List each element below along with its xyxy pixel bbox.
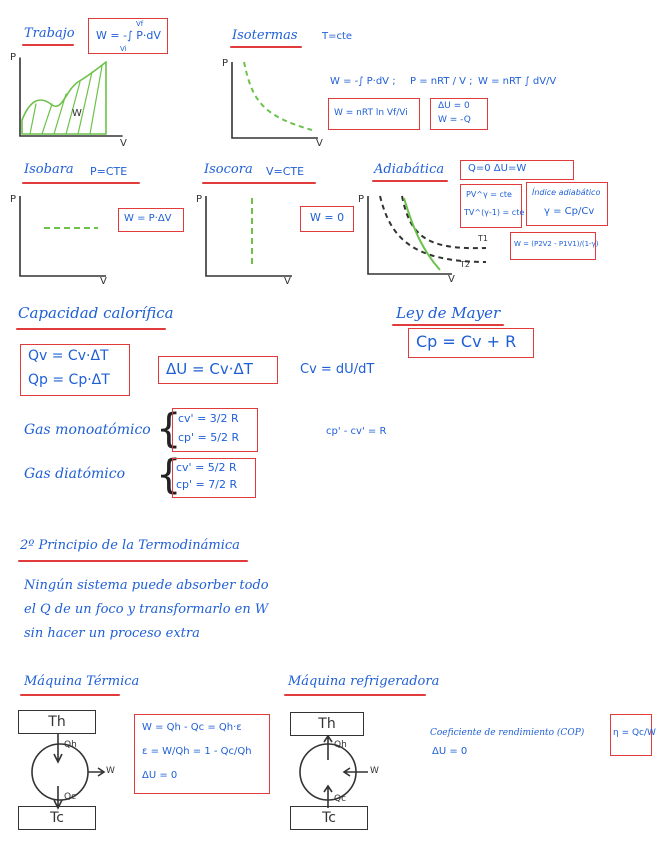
isocora-p-label: P (196, 194, 203, 205)
mayer-box-text: Cp = Cv + R (416, 332, 517, 351)
segundo-line3: sin hacer un proceso extra (24, 626, 200, 641)
frigo-th-box: Th (290, 712, 364, 736)
capacidad-heading: Capacidad calorífica (18, 304, 174, 322)
adiabatica-p-label: P (358, 194, 365, 205)
adiabatica-box2b: TV^(γ-1) = cte (464, 208, 525, 217)
maquina-eq1: W = Qh - Qc = Qh·ε (142, 722, 242, 733)
capacidad-cv: Cv = dU/dT (300, 362, 375, 377)
adiabatica-t2-label: T2 (460, 260, 470, 269)
capacidad-qv: Qv = Cv·ΔT (28, 348, 109, 364)
capacidad-mono-cv: cv' = 3/2 R (178, 412, 239, 425)
isobara-v-label: V (100, 276, 107, 287)
maquina-qc: Qc (64, 792, 77, 802)
trabajo-area-label: W (72, 108, 82, 119)
segundo-line1: Ningún sistema puede absorber todo (24, 578, 269, 593)
capacidad-di-cv: cv' = 5/2 R (176, 461, 237, 474)
isotermas-heading: Isotermas (232, 28, 298, 43)
capacidad-qp: Qp = Cp·ΔT (28, 372, 110, 388)
maquina-w: W (106, 766, 115, 776)
adiabatica-t1-label: T1 (478, 234, 488, 243)
isocora-v-label: V (284, 276, 291, 287)
adiabatica-box1-text: Q=0 ΔU=W (468, 163, 527, 174)
isotermas-eq2: P = nRT / V ; (410, 76, 473, 87)
capacidad-du: ΔU = Cv·ΔT (166, 360, 253, 378)
trabajo-v-label: V (120, 138, 127, 149)
maquina-tc-box: Tc (18, 806, 96, 830)
maquina-qh: Qh (64, 740, 77, 750)
isobara-p-label: P (10, 194, 17, 205)
adiabatica-box3a: Índice adiabático (532, 188, 601, 197)
frigo-heading: Máquina refrigeradora (288, 674, 440, 689)
trabajo-heading: Trabajo (24, 26, 75, 41)
frigo-w: W (370, 766, 379, 776)
isotermas-eq1: W = -∫ P·dV ; (330, 76, 396, 87)
isocora-heading: Isocora (204, 162, 253, 177)
capacidad-mono-cp: cp' = 5/2 R (178, 431, 240, 444)
maquina-heading: Máquina Térmica (24, 674, 140, 689)
capacidad-mono: Gas monoatómico (24, 422, 151, 438)
capacidad-mono-brace: { (156, 406, 182, 452)
isotermas-box2a: ΔU = 0 (438, 101, 470, 111)
isocora-box-text: W = 0 (310, 211, 345, 224)
frigo-eta: η = Qc/W (613, 728, 656, 738)
isobara-box-text: W = P·ΔV (124, 213, 172, 224)
isotermas-box1-text: W = nRT ln Vf/Vi (334, 108, 408, 118)
isotermas-v-label: V (316, 138, 323, 149)
adiabatica-box3b: γ = Cp/Cv (544, 206, 595, 217)
trabajo-lim-bot: Vi (120, 45, 127, 53)
capacidad-di: Gas diatómico (24, 466, 126, 482)
frigo-coef: Coeficiente de rendimiento (COP) (430, 728, 585, 738)
isotermas-cond: T=cte (322, 31, 353, 42)
adiabatica-box2a: PV^γ = cte (466, 190, 512, 199)
capacidad-rel: cp' - cv' = R (326, 426, 387, 437)
capacidad-di-brace: { (156, 452, 182, 498)
frigo-qc: Qc (334, 794, 347, 804)
trabajo-lim-top: Vf (136, 20, 144, 28)
isobara-heading: Isobara (24, 162, 74, 177)
maquina-eq3: ΔU = 0 (142, 770, 178, 781)
isotermas-eq3: W = nRT ∫ dV/V (478, 76, 557, 87)
segundo-heading: 2º Principio de la Termodinámica (20, 538, 240, 553)
isobara-cond: P=CTE (90, 165, 128, 178)
segundo-line2: el Q de un foco y transformarlo en W (24, 602, 269, 617)
maquina-eq2: ε = W/Qh = 1 - Qc/Qh (142, 746, 252, 757)
adiabatica-box4-text: W = (P2V2 - P1V1)/(1-γ) (514, 240, 599, 248)
capacidad-di-cp: cp' = 7/2 R (176, 478, 238, 491)
frigo-tc-box: Tc (290, 806, 368, 830)
frigo-qh: Qh (334, 740, 347, 750)
frigo-du: ΔU = 0 (432, 746, 468, 757)
isocora-cond: V=CTE (266, 165, 305, 178)
adiabatica-v-label: V (448, 274, 455, 285)
mayer-heading: Ley de Mayer (396, 304, 501, 322)
isotermas-box2b: W = -Q (438, 115, 471, 125)
maquina-th-box: Th (18, 710, 96, 734)
trabajo-p-label: P (10, 52, 17, 63)
adiabatica-heading: Adiabática (374, 162, 445, 177)
trabajo-formula: W = -∫ P·dV (96, 29, 161, 42)
isotermas-p-label: P (222, 58, 229, 69)
